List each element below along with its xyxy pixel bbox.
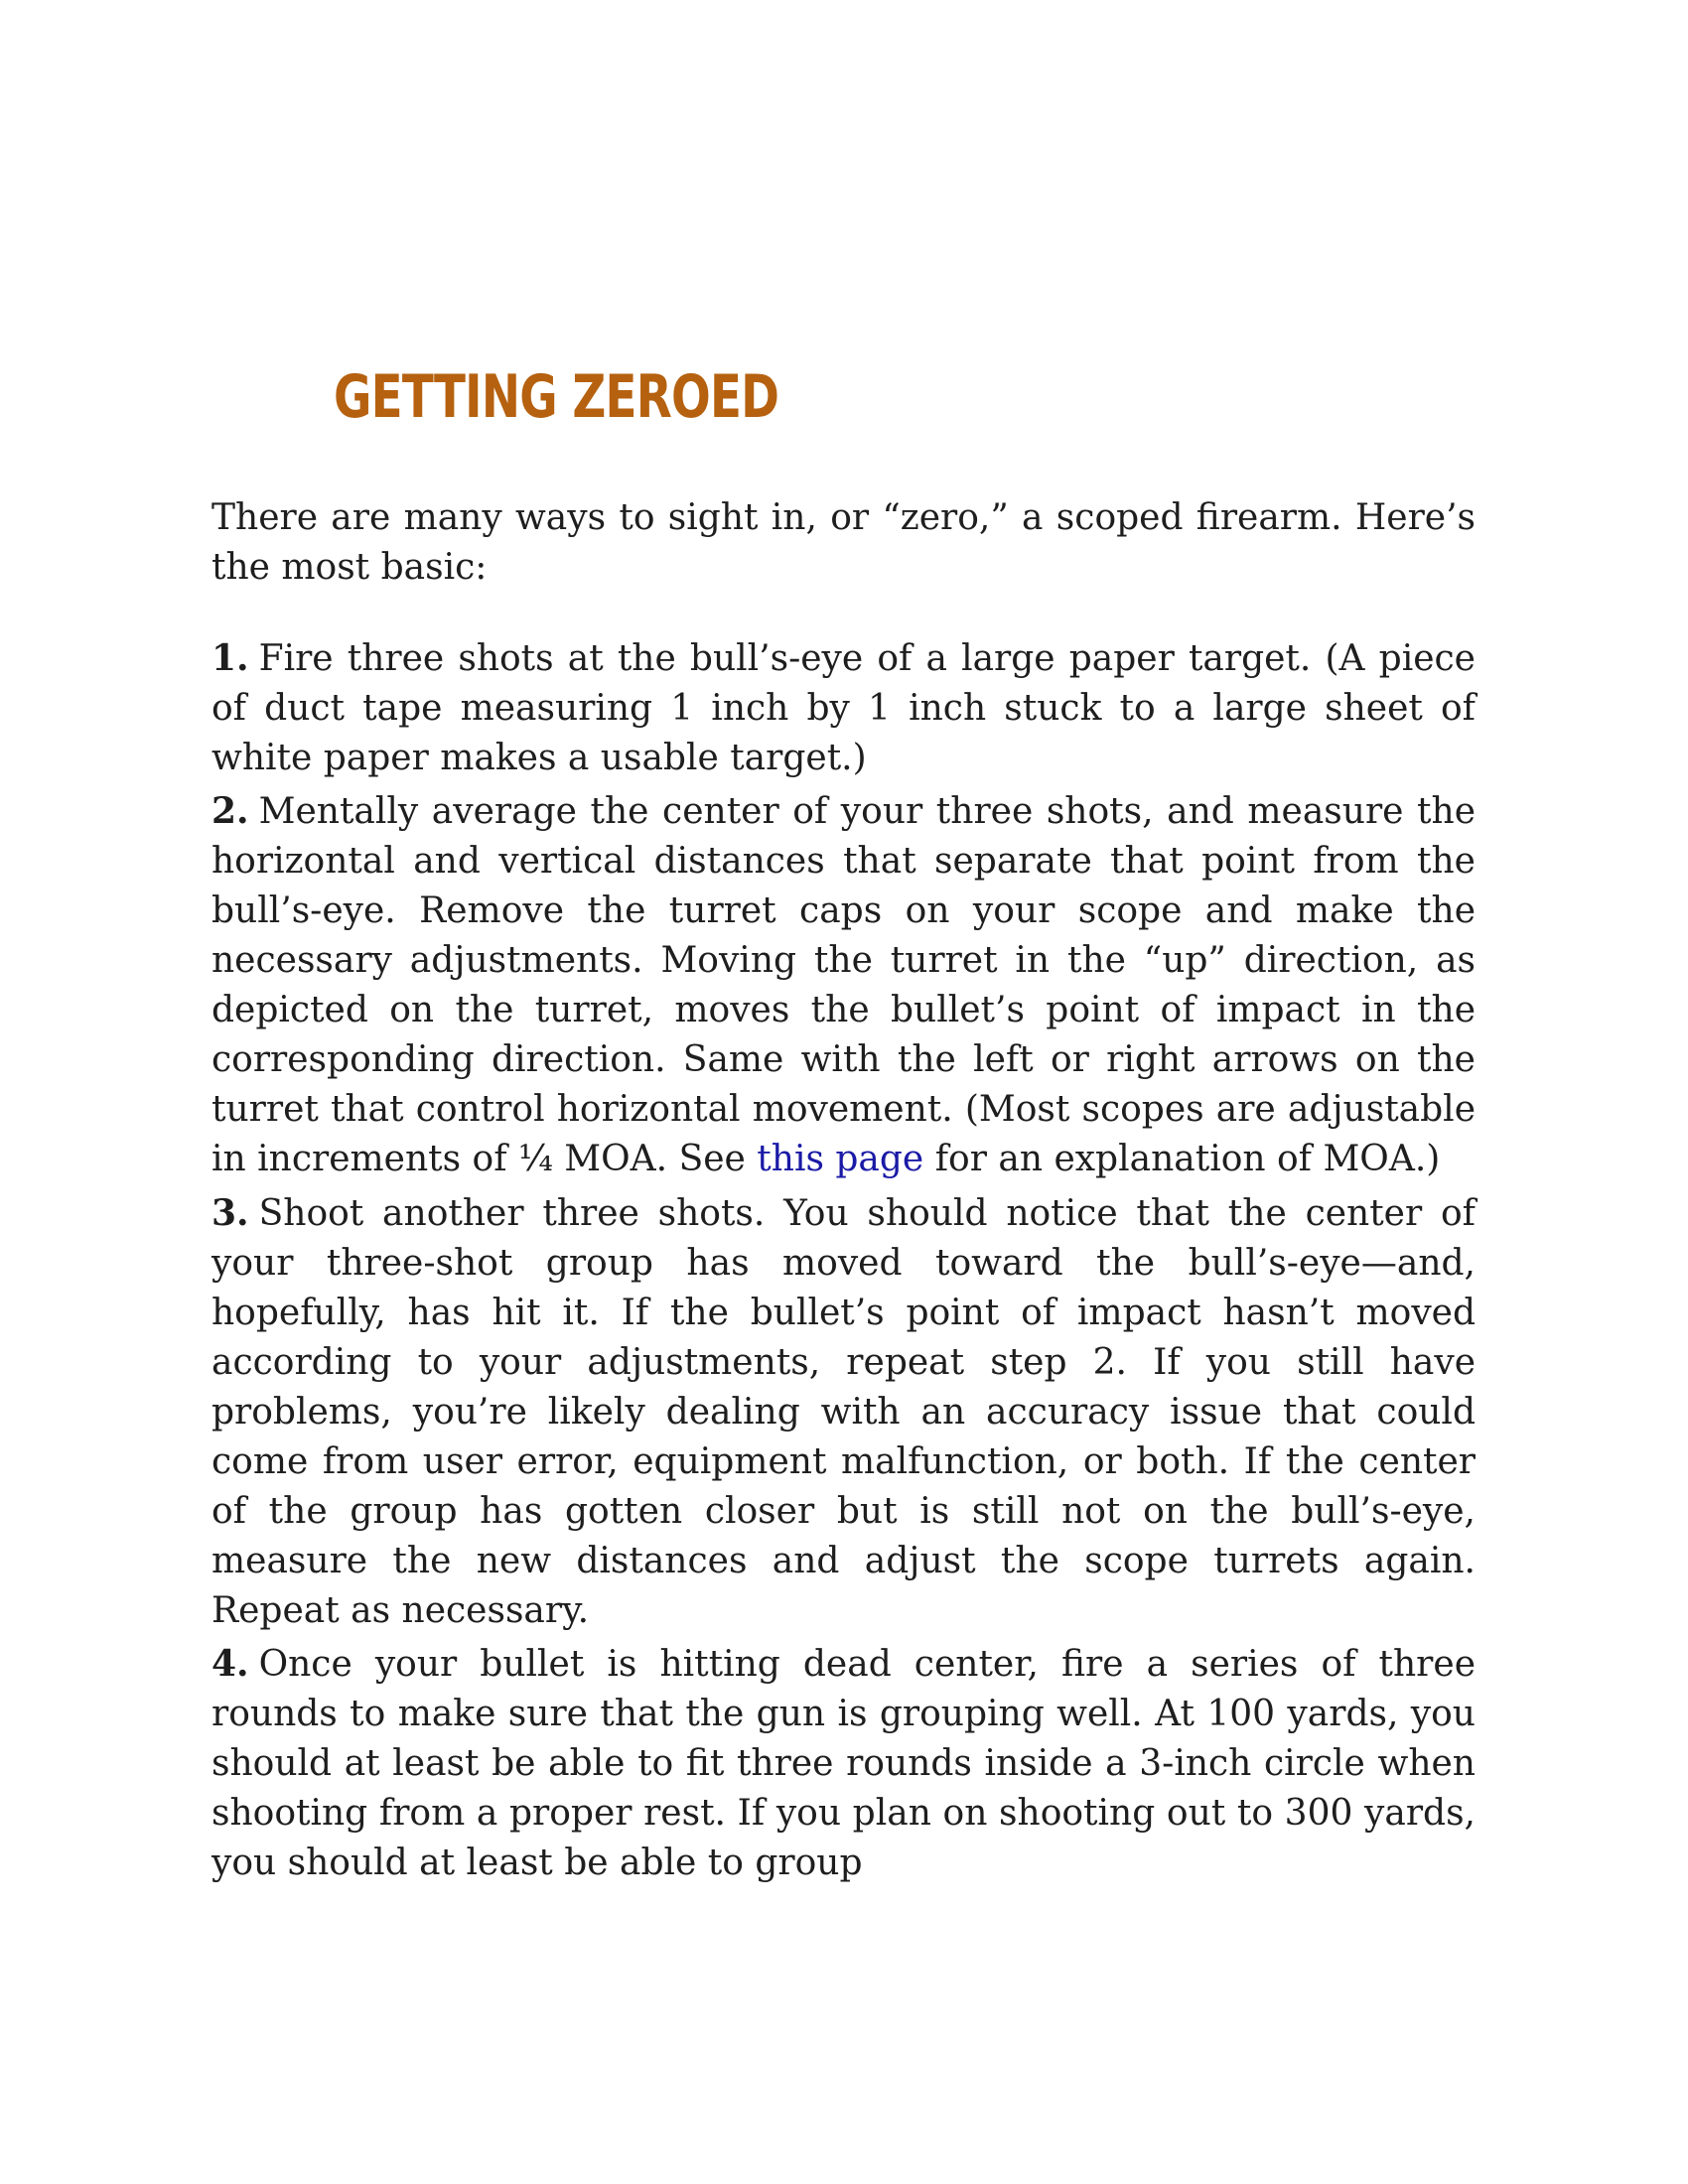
step-text: Shoot another three shots. You should notice that the center of your three-shot group has moved toward the bull’s-eye—and, hopefully, has hit it. If the bullet’s point of impact hasn’t moved according to your adjustments, repeat step 2. If you still have problems, you’re likely dealing with an accuracy issue that could come from user error, equipment malfunction, or both. If the center of the group has gotten closer but is still not on the bull’s-eye, measure the new distances and adjust the scope turrets again. Repeat as necessary. [211, 1192, 1476, 1631]
step-number: 3. [211, 1191, 249, 1234]
steps-list [211, 633, 1476, 1891]
step-1 [211, 633, 1476, 783]
step-2 [211, 786, 1476, 1184]
page-title: GETTING ZEROED [334, 362, 779, 432]
step-text: Once your bullet is hitting dead center, fire a series of three rounds to make sure that the gun is grouping well. At 100 yards, you should at least be able to fit three rounds inside a 3-inch circle when shooting from a proper rest. If you plan on shooting out to 300 yards, you should at least be able to group [211, 1643, 1476, 1883]
step-number: 4. [211, 1642, 249, 1685]
intro-paragraph: There are many ways to sight in, or “zero,” a scoped firearm. Here’s the most basic: [211, 497, 1476, 588]
step-number: 2. [211, 790, 249, 833]
step-4 [211, 1639, 1476, 1888]
moa-page-link[interactable]: this page [757, 1139, 924, 1180]
step-number: 1. [211, 637, 249, 679]
step-3 [211, 1188, 1476, 1636]
step-text: Mentally average the center of your three shots, and measure the horizontal and vertical distances that separate that point from the bull’s-eye. Remove the turret caps on your scope and make the necessary adjustments. Moving the turret in the “up” direction, as depicted on the turret, moves the bullet’s point of impact in the corresponding direction. Same with the left or right arrows on the turret that control horizontal movement. (Most scopes are adjustable in increments of ¼ MOA. See [211, 791, 1476, 1180]
step-text-continued: for an explanation of MOA.) [934, 1139, 1441, 1180]
step-text: Fire three shots at the bull’s-eye of a large paper target. (A piece of duct tape measuring 1 inch by 1 inch stuck to a large sheet of white paper makes a usable target.) [211, 638, 1476, 778]
